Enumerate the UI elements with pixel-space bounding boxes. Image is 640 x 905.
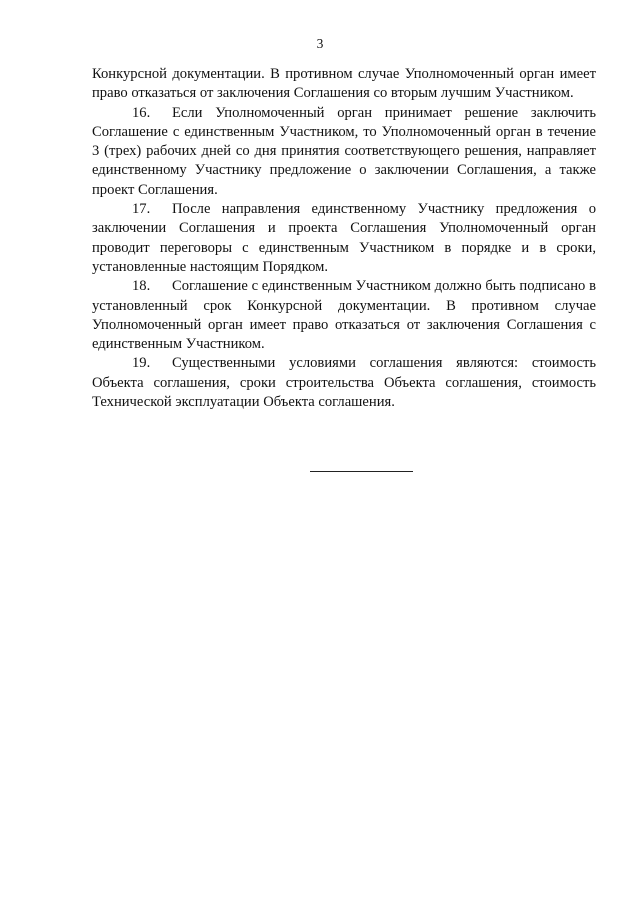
paragraph-text: Если Уполномоченный орган принимает решение заключить Соглашение с единственным Участником, то Уполномоченный орган в течение 3 (трех) рабочих дней со дня принятия соответствующего решения, направляет единственному Участнику предложение о заключении Соглашения, а также проект Соглашения.: [92, 104, 596, 198]
paragraph-text: Существенными условиями соглашения являются: стоимость Объекта соглашения, сроки строительства Объекта соглашения, стоимость Технической эксплуатации Объекта соглашения.: [92, 355, 596, 411]
paragraph-text: Соглашение с единственным Участником должно быть подписано в установленный срок Конкурсной документации. В противном случае Уполномоченный орган имеет право отказаться от заключения Соглашения с единственным Участником.: [92, 278, 596, 353]
paragraph-number: 16.: [132, 104, 151, 121]
paragraph-16: [92, 104, 596, 200]
paragraph-19: [92, 354, 596, 412]
paragraph-continuation: [92, 65, 596, 104]
page-number: 3: [316, 36, 324, 51]
end-divider-line: [310, 471, 413, 472]
paragraph-17: [92, 200, 596, 277]
paragraph-number: 18.: [132, 278, 151, 295]
paragraph-18: [92, 277, 596, 354]
paragraph-number: 19.: [132, 355, 151, 372]
paragraph-text: После направления единственному Участнику предложения о заключении Соглашения и проекта Соглашения Уполномоченный орган проводит переговоры с единственным Участником в порядке и в сроки, установленные настоящим Порядком.: [92, 201, 596, 275]
document-body: [92, 65, 596, 412]
paragraph-text: Конкурсной документации. В противном случае Уполномоченный орган имеет право отказаться от заключения Соглашения со вторым лучшим Участником.: [92, 66, 596, 102]
paragraph-number: 17.: [132, 201, 151, 218]
